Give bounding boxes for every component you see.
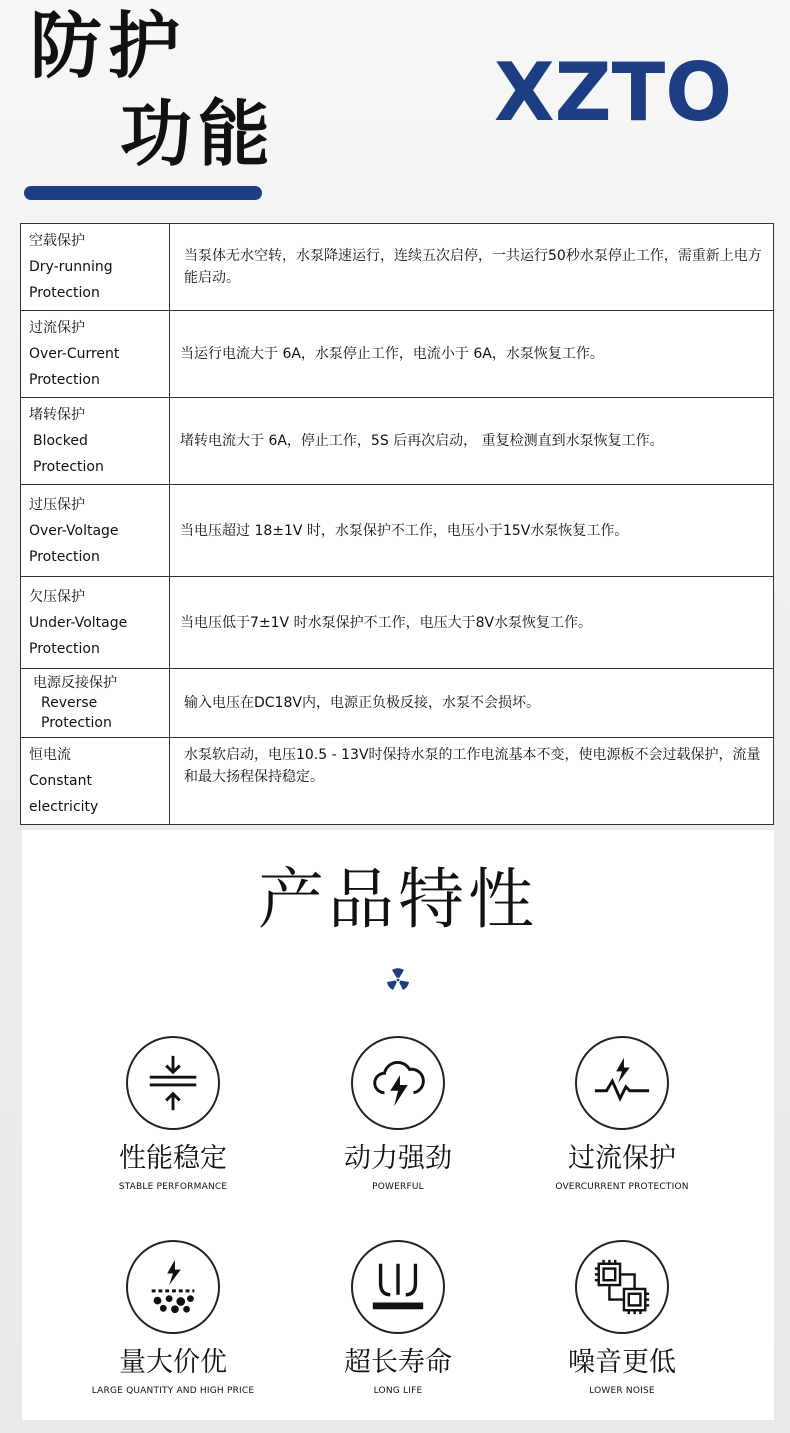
table-row <box>21 669 774 738</box>
table-row <box>21 738 774 825</box>
features-title: 产品特性 <box>258 861 538 938</box>
row-label: 欠压保护 Under-Voltage Protection <box>21 577 170 669</box>
bolt-particles-icon <box>126 1240 220 1334</box>
table-row <box>21 398 774 485</box>
title-underline-bar <box>24 186 262 200</box>
table-row <box>21 577 774 669</box>
row-description: 当电压超过 18±1V 时，水泵保护不工作，电压小于15V水泵恢复工作。 <box>170 485 774 577</box>
feature-overcurrent-protection: 过流保护 OVERCURRENT PROTECTION <box>522 1036 722 1192</box>
row-description: 输入电压在DC18V内，电源正负极反接，水泵不会损坏。 <box>170 669 774 738</box>
table-row <box>21 311 774 398</box>
feature-large-quantity: 量大价优 LARGE QUANTITY AND HIGH PRICE <box>73 1240 273 1396</box>
radiation-icon <box>386 968 410 992</box>
brand-logo <box>492 58 734 128</box>
feature-long-life: 超长寿命 LONG LIFE <box>298 1240 498 1396</box>
row-label: 空载保护 Dry-running Protection <box>21 224 170 311</box>
heat-waves-icon <box>351 1240 445 1334</box>
row-label: 堵转保护 Blocked Protection <box>21 398 170 485</box>
row-label: 电源反接保护 Reverse Protection <box>21 669 170 738</box>
feature-lower-noise: 噪音更低 LOWER NOISE <box>522 1240 722 1396</box>
features-panel <box>22 830 774 1420</box>
cloud-lightning-icon <box>351 1036 445 1130</box>
svg-text:XZTO: XZTO <box>494 58 732 128</box>
page-title-line2: 功能 <box>120 92 277 176</box>
protection-table <box>20 223 774 825</box>
table-row <box>21 224 774 311</box>
row-description: 当运行电流大于 6A，水泵停止工作，电流小于 6A，水泵恢复工作。 <box>170 311 774 398</box>
compress-arrows-icon <box>126 1036 220 1130</box>
row-description: 水泵软启动，电压10.5 - 13V时保持水泵的工作电流基本不变，使电源板不会过载保护，流量和最大扬程保持稳定。 <box>170 738 774 825</box>
page-title-line1: 防护 <box>30 4 187 88</box>
row-label: 过压保护 Over-Voltage Protection <box>21 485 170 577</box>
row-description: 当泵体无水空转，水泵降速运行，连续五次启停，一共运行50秒水泵停止工作，需重新上电方能启动。 <box>170 224 774 311</box>
row-label: 过流保护 Over-Current Protection <box>21 311 170 398</box>
pulse-bolt-icon <box>575 1036 669 1130</box>
row-description: 当电压低于7±1V 时水泵保护不工作，电压大于8V水泵恢复工作。 <box>170 577 774 669</box>
feature-stable-performance: 性能稳定 STABLE PERFORMANCE <box>73 1036 273 1192</box>
feature-powerful: 动力强劲 POWERFUL <box>298 1036 498 1192</box>
row-label: 恒电流 Constant electricity <box>21 738 170 825</box>
chips-icon <box>575 1240 669 1334</box>
table-row <box>21 485 774 577</box>
row-description: 堵转电流大于 6A，停止工作，5S 后再次启动， 重复检测直到水泵恢复工作。 <box>170 398 774 485</box>
